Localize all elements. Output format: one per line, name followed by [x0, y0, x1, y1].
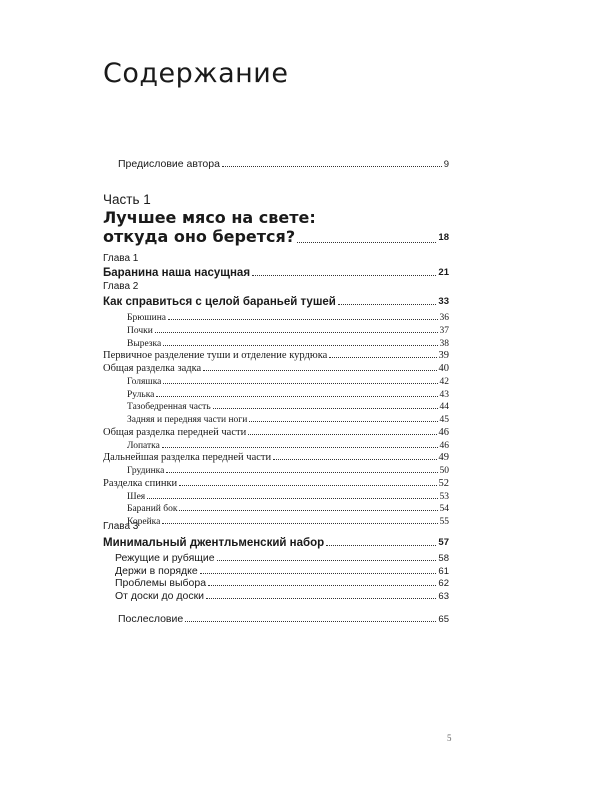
toc-entry-page: 54: [439, 504, 449, 515]
toc-entry-label: Брюшина: [127, 313, 167, 323]
dot-leader: [185, 621, 436, 622]
toc-entry-page: 9: [443, 159, 449, 170]
dot-leader: [163, 345, 437, 346]
dot-leader: [162, 523, 437, 524]
toc-entry-chapter3[interactable]: [103, 533, 449, 549]
toc-entry-page: 21: [438, 267, 449, 278]
toc-entry-label: Общая разделка задка: [103, 363, 202, 374]
toc-subentry[interactable]: [127, 513, 449, 527]
toc-entry-page: 57: [438, 537, 449, 548]
dot-leader: [156, 396, 437, 397]
toc-entry-page: 44: [439, 402, 449, 413]
toc-entry-page: 33: [438, 296, 449, 307]
toc-entry-page: 39: [438, 350, 449, 362]
toc-entry-label: Послесловие: [118, 613, 184, 625]
page-title: Содержание: [103, 58, 289, 89]
dot-leader: [206, 598, 436, 599]
part-label: Часть 1: [103, 192, 151, 207]
toc-entry-label: Минимальный джентльменский набор: [103, 537, 325, 549]
toc-entry-label: Грудинка: [127, 466, 165, 476]
toc-entry-page: 53: [439, 491, 449, 502]
toc-entry-page: 55: [439, 517, 449, 527]
dot-leader: [162, 447, 438, 448]
dot-leader: [249, 421, 437, 422]
toc-entry-label: Вырезка: [127, 338, 162, 349]
toc-entry-label: Проблемы выбора: [115, 577, 207, 589]
toc-entry-label: Дальнейшая разделка передней части: [103, 452, 272, 464]
toc-entry-label: От доски до доски: [115, 589, 205, 602]
toc-entry-page: 61: [438, 565, 449, 577]
toc-entry-page: 45: [439, 415, 449, 425]
toc-entry-label: Разделка спинки: [103, 477, 178, 489]
toc-entry-label: Баранина наша насущная: [103, 267, 251, 279]
dot-leader: [213, 408, 438, 409]
toc-entry-page: 42: [439, 376, 449, 387]
toc-entry-label: Корейка: [127, 517, 161, 527]
toc-entry-label: Первичное разделение туши и отделение курдюка: [103, 350, 328, 362]
dot-leader: [252, 275, 436, 276]
toc-entry-label: Бараний бок: [127, 504, 178, 515]
toc-entry-label: Голяшка: [127, 376, 162, 387]
toc-entry-label: Держи в порядке: [115, 564, 198, 577]
dot-leader: [200, 573, 437, 574]
chapter-label: Глава 2: [103, 281, 139, 292]
toc-entry-label: Рулька: [127, 389, 155, 400]
toc-entry-label: Предисловие автора: [118, 158, 220, 170]
dot-leader: [166, 472, 437, 473]
toc-entry-chapter2[interactable]: [103, 292, 449, 308]
toc-entry-label: Лопатка: [127, 440, 160, 451]
toc-entry[interactable]: [115, 588, 449, 602]
toc-entry-page: 63: [438, 590, 449, 602]
toc-entry-page: 52: [438, 477, 449, 489]
dot-leader: [326, 545, 436, 546]
toc-entry-chapter1[interactable]: [103, 263, 449, 279]
toc-entry-label: Общая разделка передней части: [103, 426, 247, 438]
chapter-label: Глава 3: [103, 521, 139, 532]
dot-leader: [222, 166, 442, 167]
toc-entry-page: 36: [439, 313, 449, 323]
dot-leader: [248, 434, 436, 435]
toc-entry-page: 58: [438, 553, 449, 564]
page-number: 5: [447, 733, 452, 743]
dot-leader: [217, 560, 437, 561]
toc-entry-page: 18: [438, 232, 449, 243]
toc-entry-page: 50: [439, 466, 449, 476]
toc-entry-page: 46: [438, 426, 449, 438]
toc-entry-page: 65: [438, 614, 449, 625]
dot-leader: [203, 370, 436, 371]
toc-entry-page: 40: [438, 363, 449, 374]
dot-leader: [329, 357, 436, 358]
toc-entry-page: 37: [439, 325, 449, 336]
toc-entry-page: 38: [439, 338, 449, 349]
dot-leader: [338, 304, 437, 305]
dot-leader: [179, 485, 436, 486]
toc-entry-page: 62: [438, 578, 449, 589]
dot-leader: [297, 242, 436, 243]
toc-entry-page: 46: [439, 440, 449, 451]
toc-entry-afterword[interactable]: [118, 611, 449, 625]
toc-entry-part1[interactable]: [103, 226, 449, 246]
dot-leader: [155, 332, 438, 333]
part-title-line2: откуда оно берется?: [103, 227, 296, 246]
toc-entry-label: Задняя и передняя части ноги: [127, 415, 248, 425]
dot-leader: [273, 459, 436, 460]
toc-entry-label: Шея: [127, 491, 146, 502]
toc-entry-label: Как справиться с целой бараньей тушей: [103, 296, 336, 308]
dot-leader: [179, 510, 437, 511]
toc-entry-page: 43: [439, 389, 449, 400]
toc-entry-label: Режущие и рубящие: [115, 552, 215, 564]
toc-entry-preface[interactable]: [118, 156, 449, 170]
toc-entry-label: Почки: [127, 325, 153, 336]
toc-entry-page: 49: [438, 452, 449, 464]
chapter-label: Глава 1: [103, 253, 139, 264]
dot-leader: [163, 383, 437, 384]
dot-leader: [208, 585, 436, 586]
dot-leader: [147, 498, 437, 499]
toc-entry-label: Тазобедренная часть: [127, 402, 211, 413]
dot-leader: [168, 319, 437, 320]
part-title-line1: Лучшее мясо на свете:: [103, 208, 316, 227]
